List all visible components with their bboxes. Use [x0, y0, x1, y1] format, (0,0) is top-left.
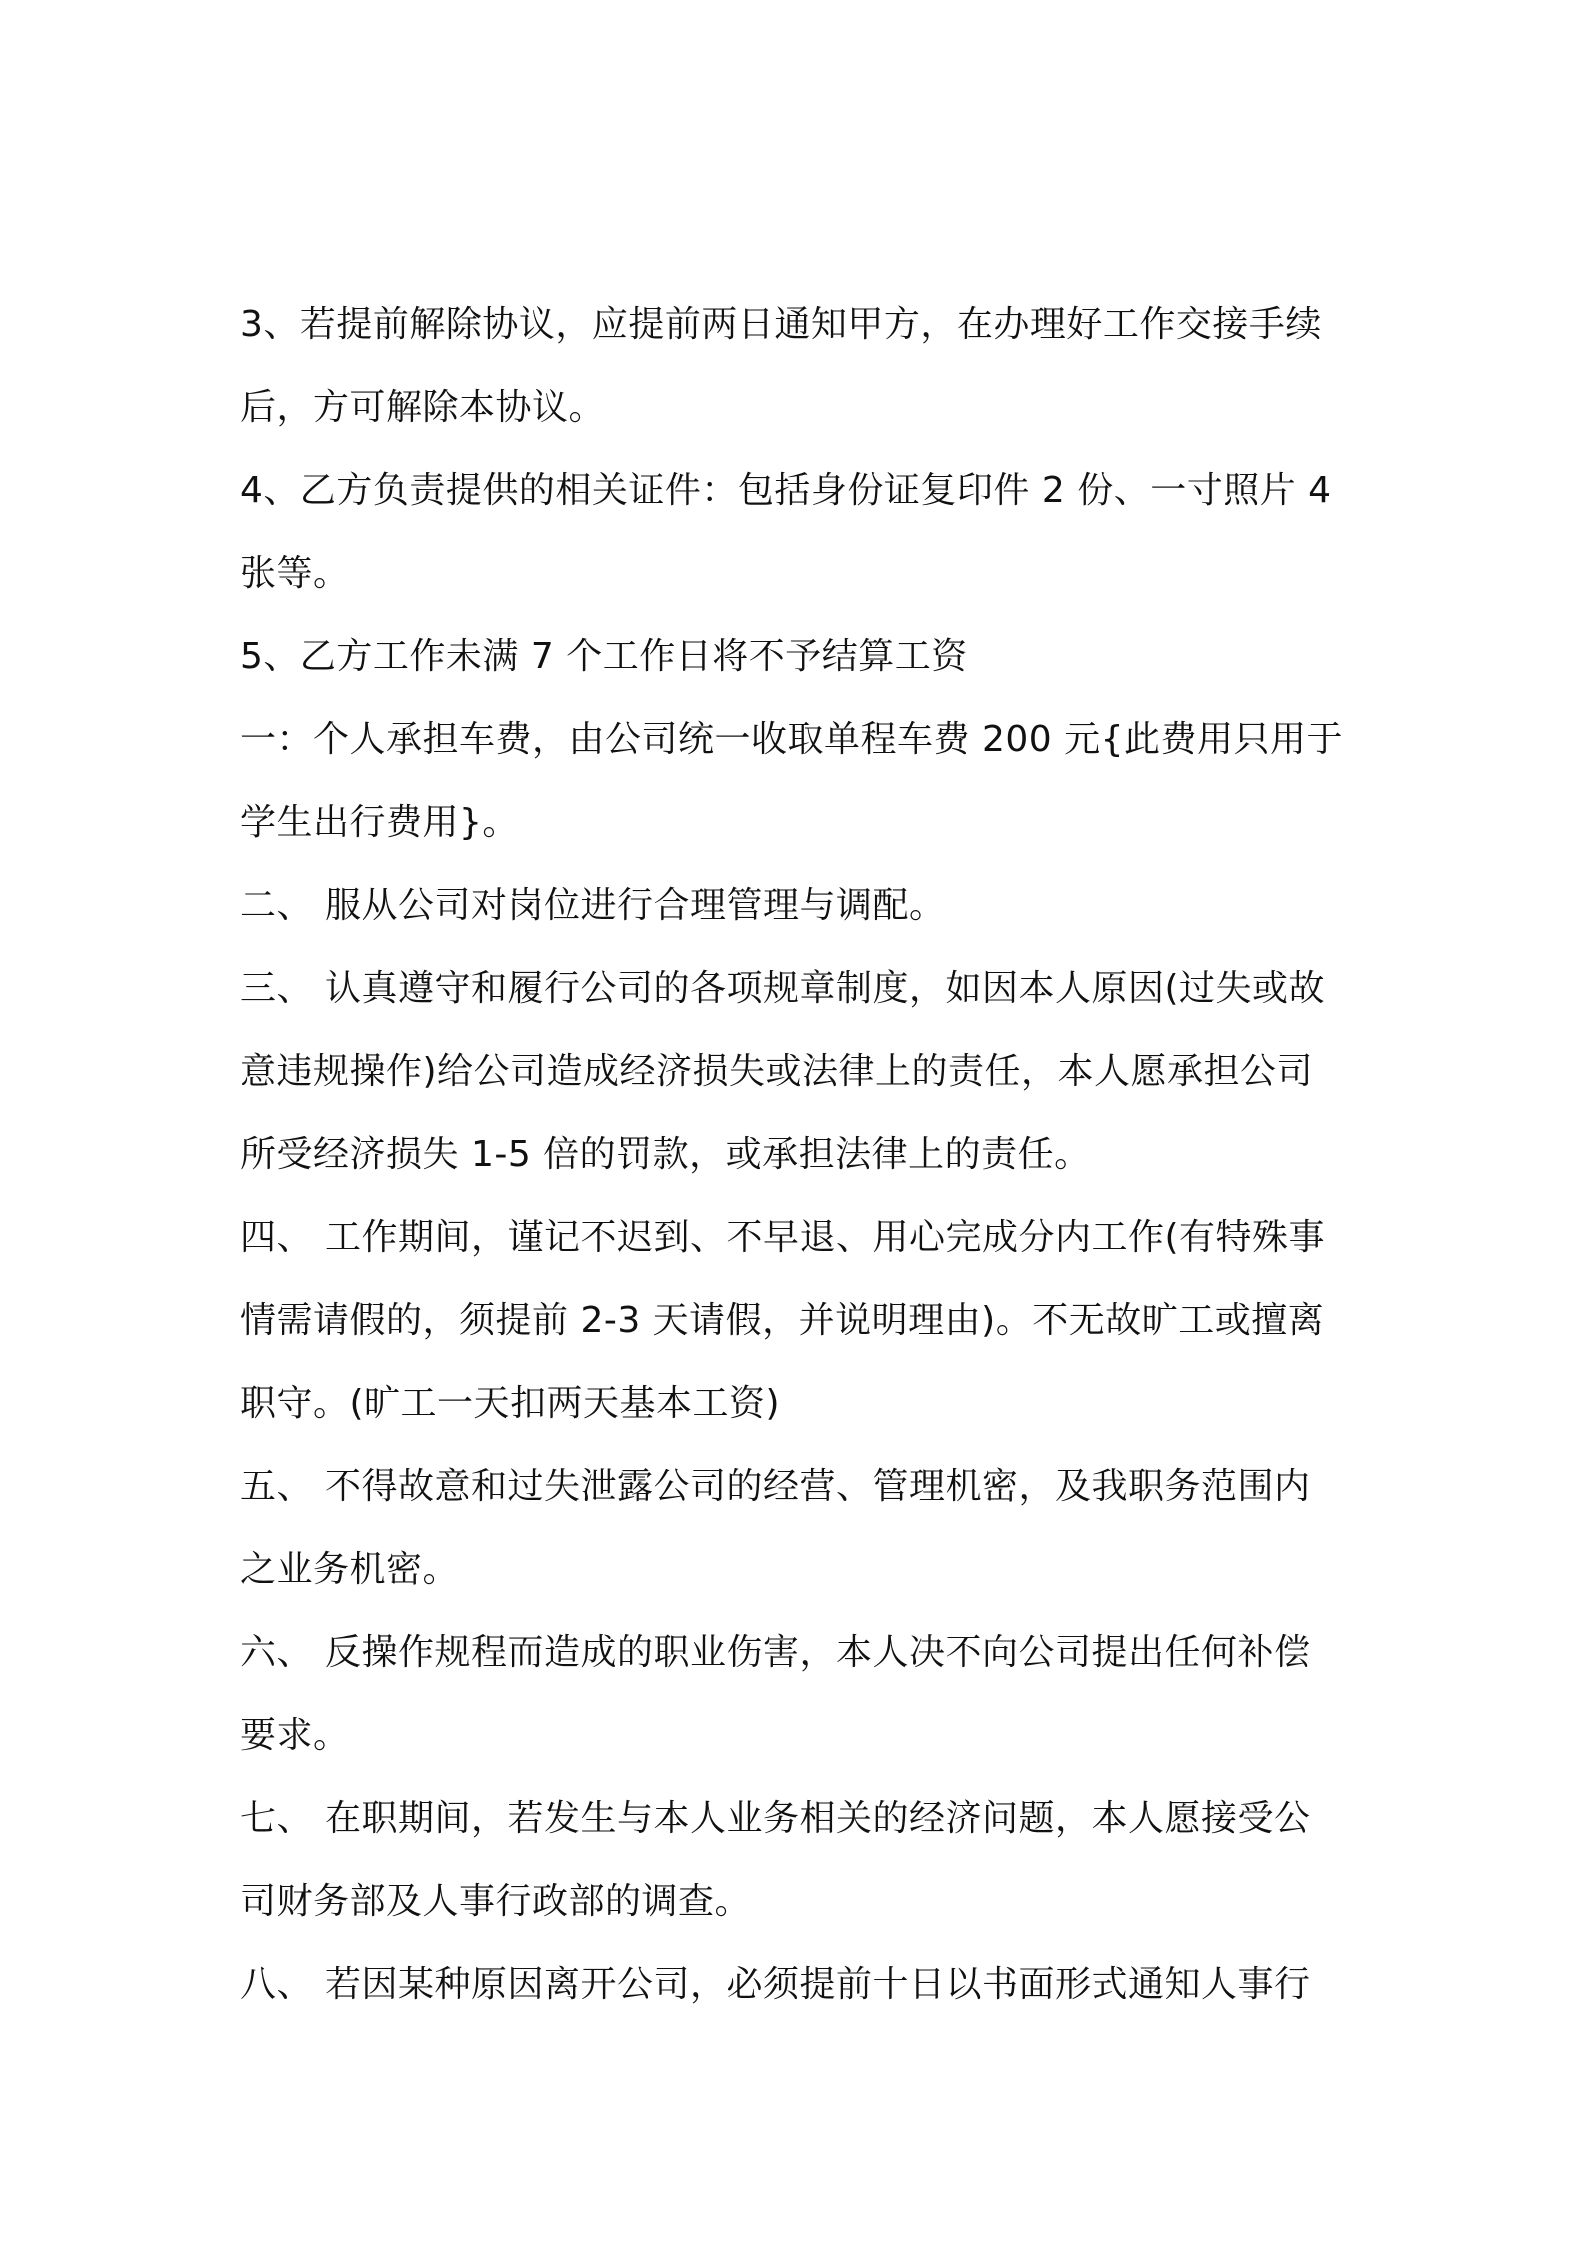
text-line: 八、 若因某种原因离开公司，必须提前十日以书面形式通知人事行 — [240, 1964, 1311, 2005]
text-line: 所受经济损失 1-5 倍的罚款，或承担法律上的责任。 — [240, 1134, 1091, 1175]
text-line: 3、若提前解除协议，应提前两日通知甲方，在办理好工作交接手续 — [240, 304, 1322, 345]
text-line: 六、 反操作规程而造成的职业伤害，本人决不向公司提出任何补偿 — [240, 1632, 1311, 1673]
text-line: 要求。 — [240, 1715, 350, 1756]
document-body — [240, 283, 1370, 2026]
text-line: 之业务机密。 — [240, 1549, 460, 1590]
text-line: 意违规操作)给公司造成经济损失或法律上的责任，本人愿承担公司 — [240, 1051, 1314, 1092]
text-line: 学生出行费用}。 — [240, 802, 519, 843]
text-line: 三、 认真遵守和履行公司的各项规章制度，如因本人原因(过失或故 — [240, 968, 1325, 1009]
text-line: 二、 服从公司对岗位进行合理管理与调配。 — [240, 885, 946, 926]
text-line: 后，方可解除本协议。 — [240, 387, 606, 428]
text-line: 七、 在职期间，若发生与本人业务相关的经济问题，本人愿接受公 — [240, 1798, 1311, 1839]
text-line: 5、乙方工作未满 7 个工作日将不予结算工资 — [240, 636, 968, 677]
text-line: 张等。 — [240, 553, 350, 594]
text-line: 职守。(旷工一天扣两天基本工资) — [240, 1383, 781, 1424]
text-line: 四、 工作期间，谨记不迟到、不早退、用心完成分内工作(有特殊事 — [240, 1217, 1325, 1258]
text-line: 一：个人承担车费，由公司统一收取单程车费 200 元{此费用只用于 — [240, 719, 1344, 760]
text-line: 五、 不得故意和过失泄露公司的经营、管理机密，及我职务范围内 — [240, 1466, 1311, 1507]
text-line: 情需请假的，须提前 2-3 天请假，并说明理由)。不无故旷工或擅离 — [240, 1300, 1325, 1341]
text-line: 司财务部及人事行政部的调查。 — [240, 1881, 752, 1922]
text-line: 4、乙方负责提供的相关证件：包括身份证复印件 2 份、一寸照片 4 — [240, 470, 1332, 511]
